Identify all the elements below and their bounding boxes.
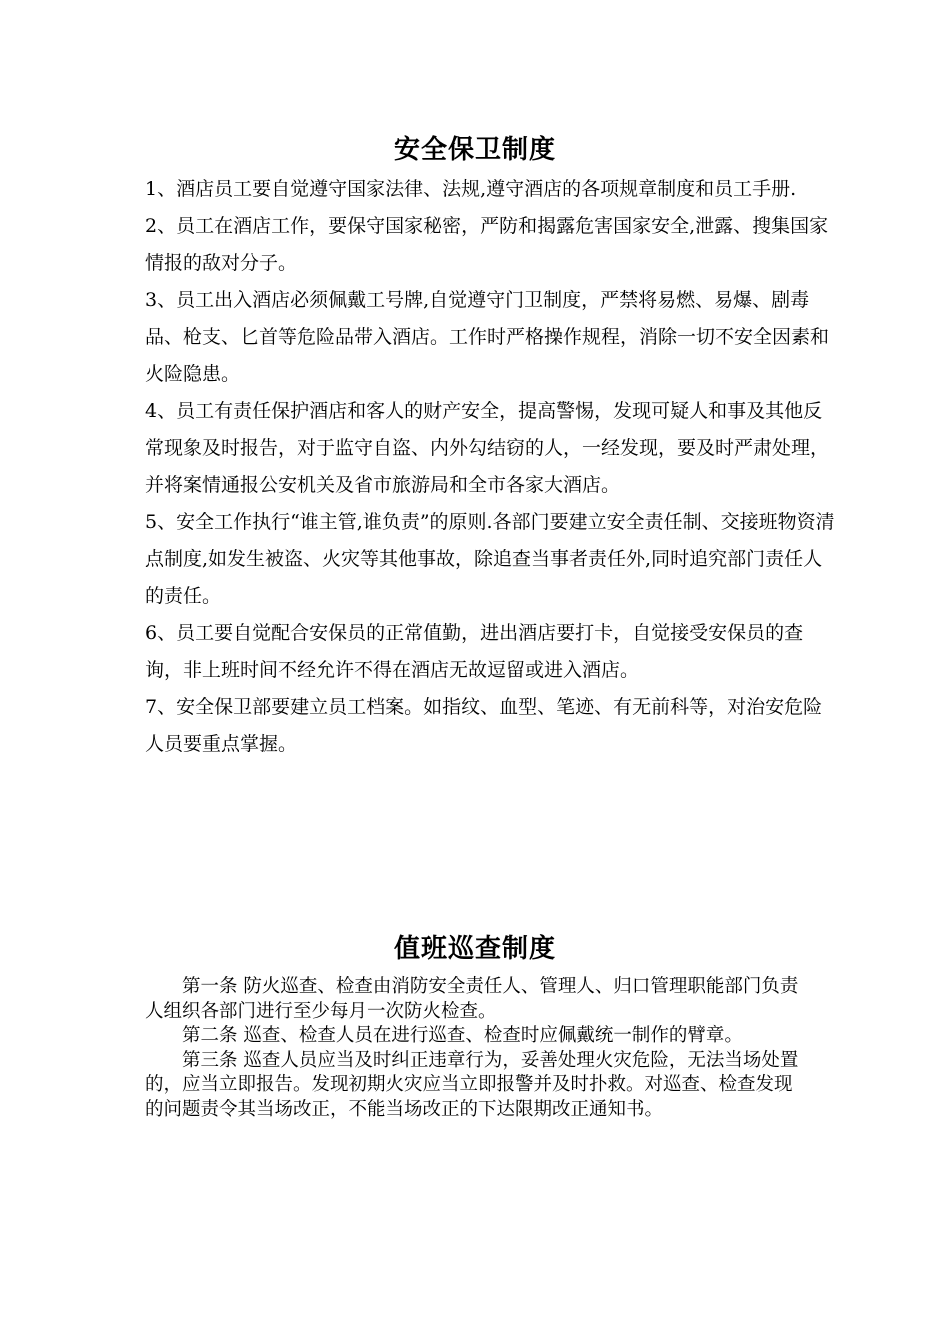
patrol-title: 值班巡查制度: [393, 934, 556, 964]
security-rule-5: 5、安全工作执行“谁主管,谁负责”的原则.各部门要建立安全责任制、交接班物资清点制度,如发生被盗、火灾等其他事故，除追查当事者责任外,同时追究部门责任人的责任。: [145, 511, 835, 607]
security-rule-3: 3、员工出入酒店必须佩戴工号牌,自觉遵守门卫制度，严禁将易燃、易爆、剧毒品、枪支、匕首等危险品带入酒店。工作时严格操作规程，消除一切不安全因素和火险隐患。: [145, 289, 830, 385]
patrol-rules: [145, 975, 810, 1122]
patrol-article-2: 第二条 巡查、检查人员在进行巡查、检查时应佩戴统一制作的臂章。: [182, 1025, 743, 1046]
security-rule-6: 6、员工要自觉配合安保员的正常值勤，进出酒店要打卡，自觉接受安保员的查询，非上班时间不经允许不得在酒店无故逗留或进入酒店。: [145, 622, 804, 681]
security-rule-4: 4、员工有责任保护酒店和客人的财产安全，提高警惕，发现可疑人和事及其他反常现象及时报告，对于监守自盗、内外勾结窃的人，一经发现，要及时严肃处理，并将案情通报公安机关及省市旅游局和全市各家大酒店。: [145, 400, 830, 496]
security-rule-1: 1、酒店员工要自觉遵守国家法律、法规,遵守酒店的各项规章制度和员工手册.: [145, 178, 797, 200]
patrol-article-1: 第一条 防火巡查、检查由消防安全责任人、管理人、归口管理职能部门负责人组织各部门进行至少每月一次防火检查。: [145, 976, 799, 1022]
security-title: 安全保卫制度: [393, 135, 556, 165]
security-rule-2: 2、员工在酒店工作，要保守国家秘密，严防和揭露危害国家安全,泄露、搜集国家情报的敌对分子。: [145, 215, 829, 274]
patrol-article-3: 第三条 巡查人员应当及时纠正违章行为，妥善处理火灾危险，无法当场处置的，应当立即报告。发现初期火灾应当立即报警并及时扑救。对巡查、检查发现的问题责令其当场改正，不能当场改正的下达限期改正通知书。: [145, 1049, 799, 1120]
security-rules: [145, 171, 835, 763]
security-rule-7: 7、安全保卫部要建立员工档案。如指纹、血型、笔迹、有无前科等，对治安危险人员要重点掌握。: [145, 696, 823, 755]
